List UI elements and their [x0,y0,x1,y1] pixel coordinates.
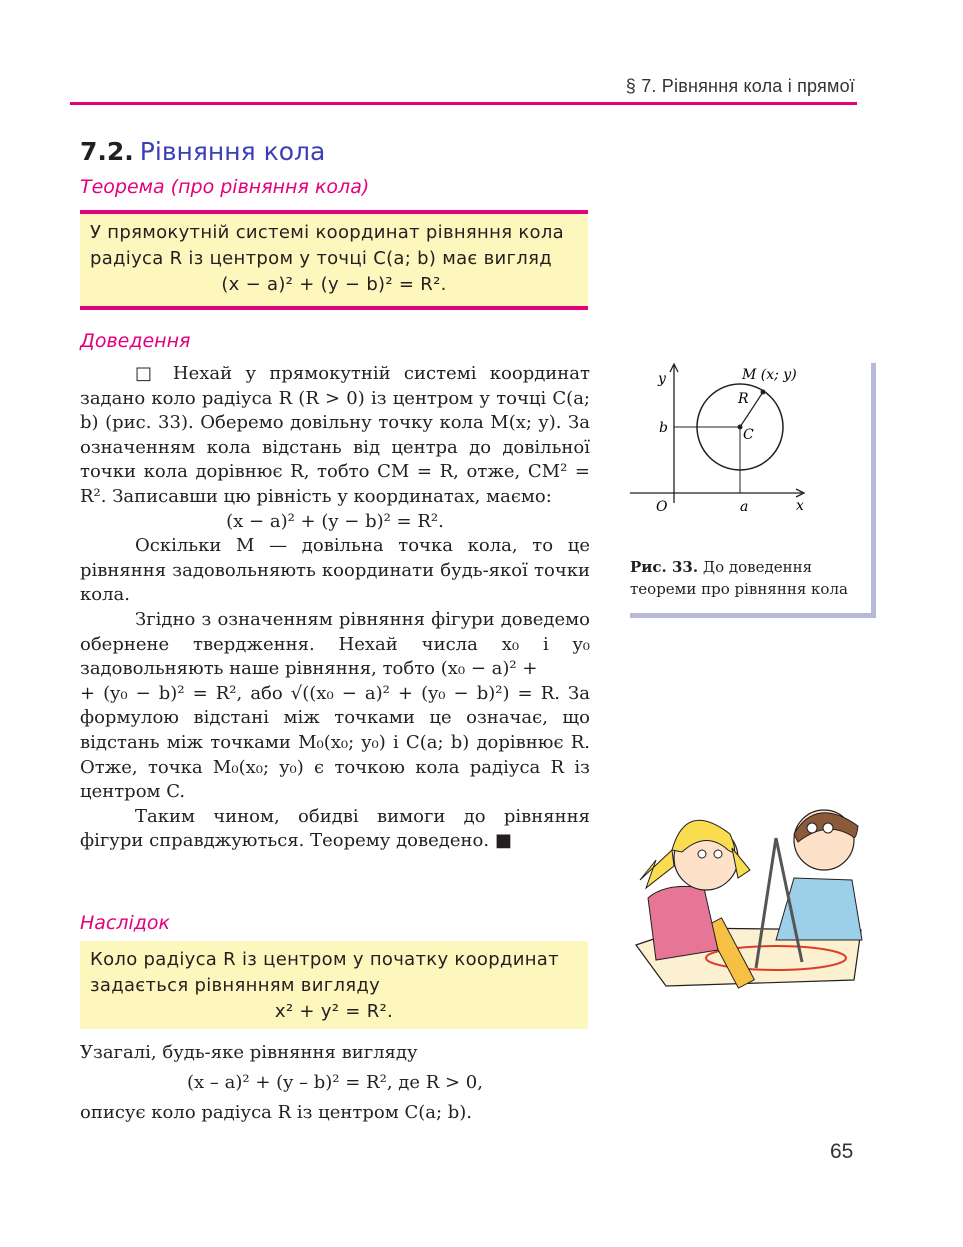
origin-label: O [656,499,668,515]
section-title [80,137,325,166]
center-label: C [743,427,754,443]
proof-formula-1: (x − a)² + (y − b)² = R². [226,510,444,532]
theorem-heading: Теорема (про рівняння кола) [80,176,370,198]
corollary-line-2: задається рівнянням вигляду [90,975,381,996]
proof-paragraph-3a: Згідно з означенням рівняння фігури доведемо обернене твердження. Нехай числа x₀ і y₀ задовольняють наше рівняння, тобто (x₀ − a)² + [80,608,590,680]
general-formula: (x – a)² + (y – b)² = R², де R > 0, [187,1072,483,1093]
section-name: Рівняння кола [139,137,326,166]
theorem-line-1: У прямокутній системі координат рівняння кола [90,222,564,243]
center-point [738,425,743,430]
corollary-box [80,941,588,1029]
corollary-formula: x² + y² = R². [274,1001,394,1022]
header-divider [70,102,857,105]
illustration-image [626,790,871,990]
caption-text: До доведення теореми про рівняння кола [630,558,848,598]
proof-paragraph-3b: + (y₀ − b)² = R², або √((x₀ − a)² + (y₀ − b)²) = R. За формулою відстані між точками це означає, що відстань між точками M₀(x₀; y₀) і C(a; b) дорівнює R. Отже, точка M₀(x₀; y₀) є точкою кола радіуса R із центром C. [80,682,590,803]
point-m [761,390,766,395]
proof-paragraph-2: Оскільки M — довільна точка кола, то це рівняння задовольняють координати будь-якої точки кола. [80,535,590,606]
general-text [80,1038,590,1128]
general-line-2: описує коло радіуса R із центром C(a; b). [80,1102,473,1123]
theorem-box [80,210,588,310]
proof-paragraph-4: Таким чином, обидві вимоги до рівняння фігури справджуються. Теорему доведено. ■ [80,805,590,852]
y-axis-label: y [658,371,666,387]
corollary-heading: Наслідок [80,912,171,934]
page-number: 65 [830,1140,854,1163]
corollary-line-1: Коло радіуса R із центром у початку координат [90,949,559,970]
general-line-1: Узагалі, будь-яке рівняння вигляду [80,1042,418,1063]
a-tick-label: a [740,499,749,515]
radius-label: R [738,391,749,407]
caption-number: Рис. 33. [630,558,699,576]
section-number: 7.2. [80,137,134,166]
running-header: § 7. Рівняння кола і прямої [625,76,855,96]
figure-caption [630,556,865,600]
b-tick-label: b [659,420,668,436]
proof-text [80,362,590,854]
x-axis-label: x [796,498,804,514]
theorem-formula: (x − a)² + (y − b)² = R². [221,274,447,295]
children-illustration [626,790,871,990]
proof-paragraph-1: □ Нехай у прямокутній системі координат задано коло радіуса R (R > 0) із центром у точці C(a; b) (рис. 33). Оберемо довільну точку кола M(x; y). За означенням кола відстань від центра до довільної точки кола дорівнює R, тобто CM = R, отже, CM² = R². Записавши цю рівність у координатах, маємо: [80,363,590,507]
point-m-label: M (x; y) [742,367,797,383]
proof-heading: Доведення [80,330,191,352]
theorem-line-2: радіуса R із центром у точці C(a; b) має вигляд [90,248,552,269]
